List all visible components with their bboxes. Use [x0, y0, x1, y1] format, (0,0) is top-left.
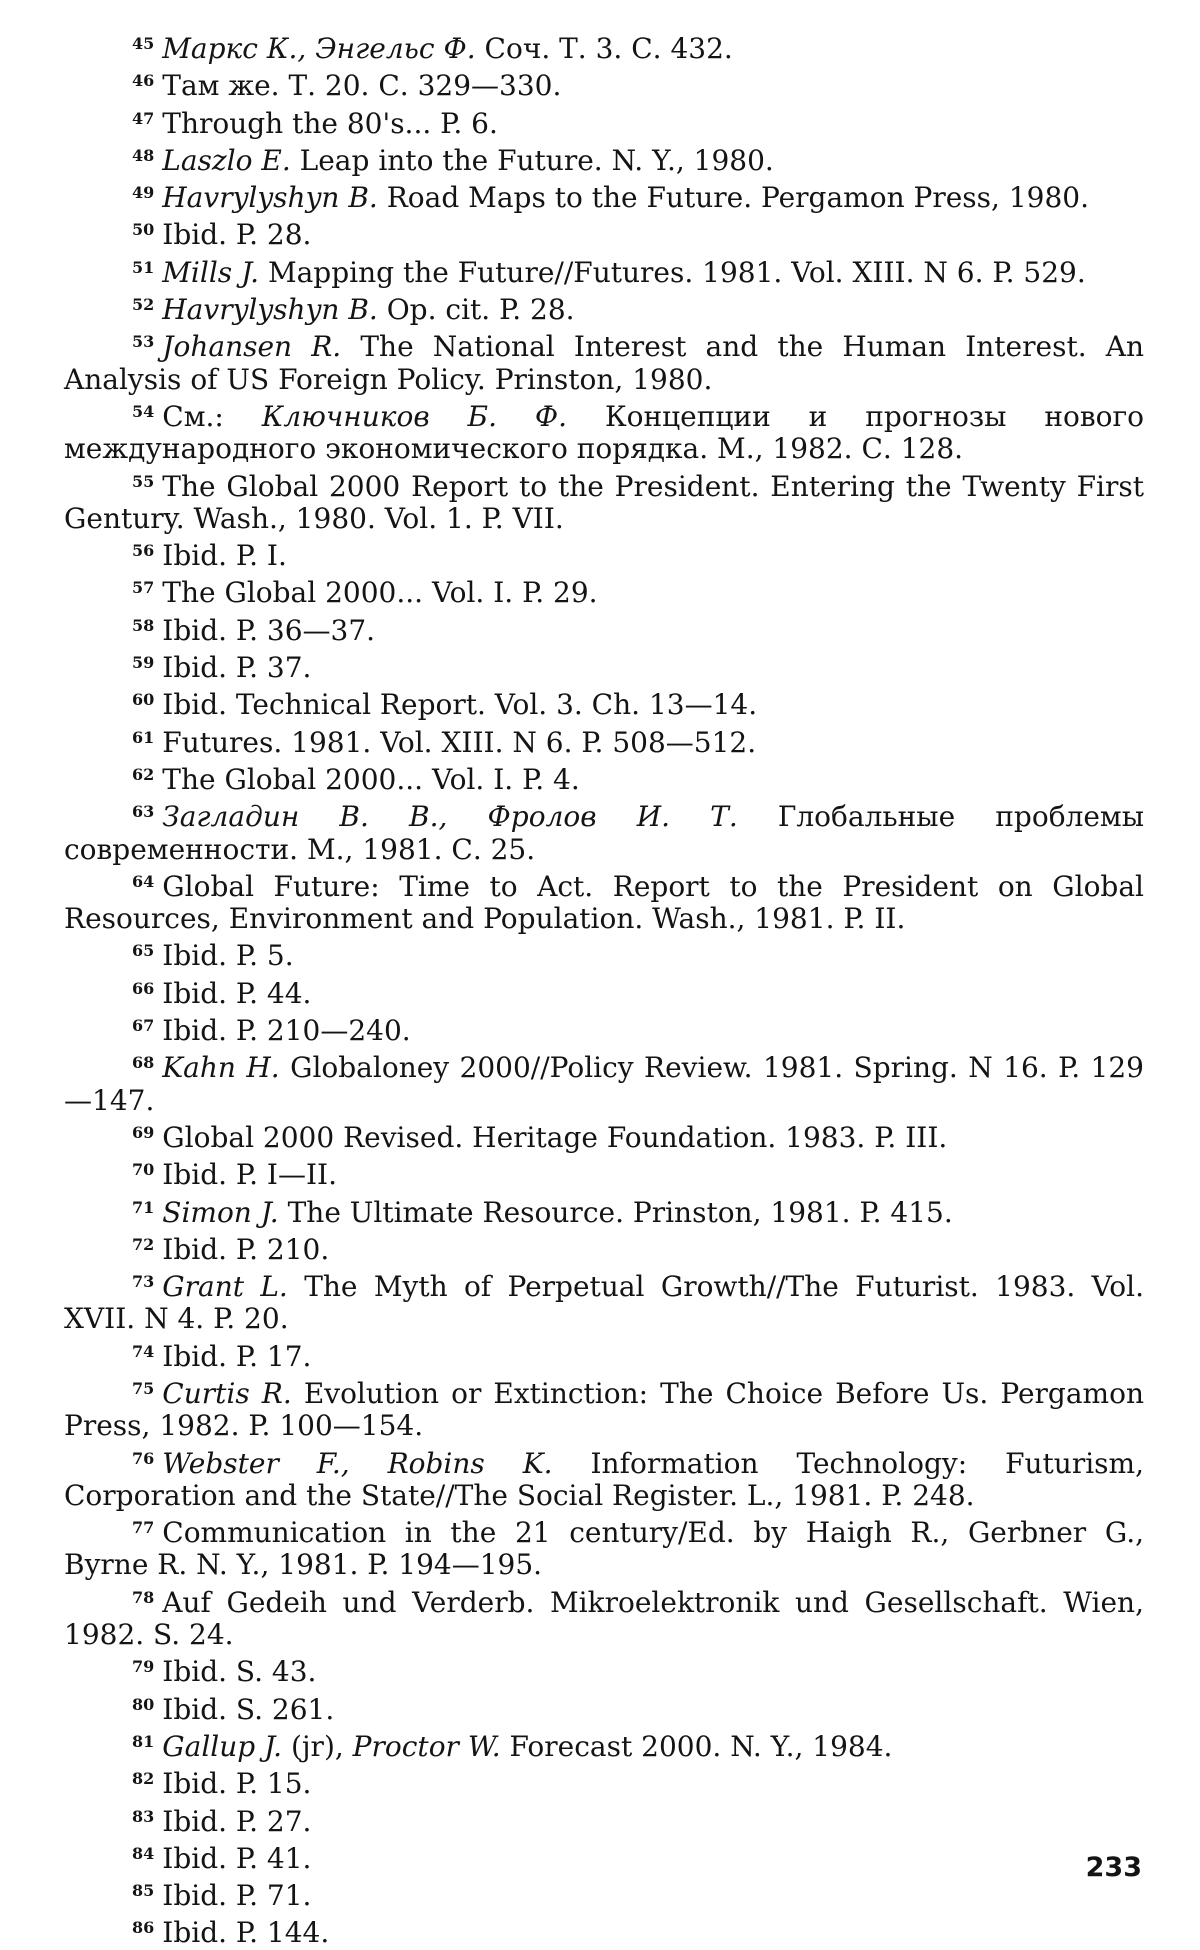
footnote-number: 69 [132, 1122, 155, 1142]
footnote-55 [64, 466, 1144, 536]
footnote-text: См.: Ключников Б. Ф. Концепции и прогнозы нового международного экономического порядка. М., 1982. С. 128. [64, 399, 1144, 466]
footnote-75 [64, 1373, 1144, 1443]
footnote-72 [64, 1229, 1144, 1266]
footnote-45 [64, 28, 1144, 65]
footnote-59 [64, 647, 1144, 684]
footnote-number: 67 [132, 1016, 155, 1036]
footnote-number: 75 [132, 1378, 155, 1398]
footnote-text: The Global 2000... Vol. I. P. 29. [162, 576, 598, 610]
footnote-number: 48 [132, 145, 155, 165]
footnote-66 [64, 973, 1144, 1010]
footnote-number: 62 [132, 764, 155, 784]
footnote-number: 46 [132, 71, 155, 91]
footnote-text: Ibid. P. 5. [162, 939, 294, 973]
footnote-73 [64, 1266, 1144, 1336]
footnote-text: The Myth of Perpetual Growth//The Futurist. 1983. Vol. XVII. N 4. P. 20. [64, 1270, 1145, 1336]
footnote-text: The Global 2000... Vol. I. P. 4. [162, 762, 580, 796]
footnote-text: Auf Gedeih und Verderb. Mikroelektronik und Gesellschaft. Wien, 1982. S. 24. [64, 1585, 1144, 1652]
footnote-number: 74 [132, 1341, 155, 1361]
footnote-number: 85 [132, 1881, 155, 1901]
footnote-number: 47 [132, 108, 155, 128]
footnote-number: 52 [132, 295, 155, 315]
footnote-author: Загладин В. В., Фролов И. Т. [162, 800, 738, 834]
footnote-83 [64, 1801, 1144, 1838]
footnote-number: 81 [132, 1731, 155, 1751]
footnote-number: 68 [132, 1053, 155, 1073]
footnote-text: Ibid. S. 261. [162, 1692, 335, 1726]
footnote-56 [64, 535, 1144, 572]
footnote-author: Havrylyshyn B. [162, 293, 378, 327]
footnote-number: 83 [132, 1806, 155, 1826]
footnote-text: The Global 2000 Report to the President. Entering the Twenty First Gentury. Wash., 1980. Vol. 1. P. VII. [64, 469, 1144, 535]
footnote-text: Там же. Т. 20. С. 329—330. [162, 69, 562, 103]
footnote-number: 66 [132, 978, 155, 998]
footnote-number: 70 [132, 1160, 155, 1180]
footnote-author: Simon J. [162, 1195, 279, 1229]
footnote-67 [64, 1010, 1144, 1047]
footnote-number: 50 [132, 220, 155, 240]
footnote-47 [64, 103, 1144, 140]
footnote-author: Kahn H. [162, 1051, 280, 1085]
footnote-number: 79 [132, 1657, 155, 1677]
footnote-text: Ibid. P. 144. [162, 1916, 330, 1950]
footnote-80 [64, 1689, 1144, 1726]
footnote-86 [64, 1912, 1144, 1949]
footnote-text: Gallup J. (jr), Proctor W. Forecast 2000. N. Y., 1984. [162, 1729, 893, 1763]
footnote-57 [64, 572, 1144, 609]
footnote-number: 64 [132, 871, 155, 891]
footnote-54 [64, 396, 1144, 466]
footnote-text: Ibid. P. 15. [162, 1767, 312, 1801]
footnote-text: Ibid. P. I—II. [162, 1158, 337, 1192]
footnote-70 [64, 1154, 1144, 1191]
footnote-text: Road Maps to the Future. Pergamon Press, 1980. [386, 181, 1089, 215]
footnote-number: 54 [132, 401, 155, 421]
footnote-text: Ibid. P. 17. [162, 1339, 312, 1373]
footnote-number: 73 [132, 1272, 155, 1292]
footnote-number: 59 [132, 653, 155, 673]
footnote-84 [64, 1838, 1144, 1875]
page-number: 233 [1085, 1852, 1142, 1883]
footnote-62 [64, 759, 1144, 796]
footnote-text: Information Technology: Futurism, Corporation and the State//The Social Register. L., 1981. P. 248. [64, 1446, 1144, 1512]
footnote-number: 65 [132, 941, 155, 961]
footnote-number: 60 [132, 690, 155, 710]
footnote-text: Ibid. S. 43. [162, 1655, 317, 1689]
footnote-number: 77 [132, 1518, 155, 1538]
footnote-49 [64, 177, 1144, 214]
footnote-51 [64, 252, 1144, 289]
footnote-85 [64, 1875, 1144, 1912]
footnote-author: Grant L. [162, 1270, 288, 1304]
footnote-77 [64, 1512, 1144, 1582]
footnote-text: Mapping the Future//Futures. 1981. Vol. XIII. N 6. P. 529. [267, 255, 1086, 289]
footnote-69 [64, 1117, 1144, 1154]
footnote-number: 55 [132, 471, 155, 491]
footnote-number: 84 [132, 1843, 155, 1863]
footnote-number: 56 [132, 541, 155, 561]
footnote-text: Глобальные проблемы современности. М., 1981. С. 25. [64, 800, 1144, 866]
footnote-number: 57 [132, 578, 155, 598]
footnote-61 [64, 722, 1144, 759]
footnote-number: 45 [132, 34, 155, 53]
footnote-74 [64, 1336, 1144, 1373]
footnote-text: Ibid. Technical Report. Vol. 3. Ch. 13—14. [162, 688, 758, 722]
footnote-50 [64, 214, 1144, 251]
footnote-text: Соч. Т. 3. С. 432. [484, 32, 733, 65]
footnote-number: 49 [132, 183, 155, 203]
footnote-number: 86 [132, 1918, 155, 1938]
footnote-58 [64, 610, 1144, 647]
footnote-number: 53 [132, 332, 155, 352]
footnote-author: Curtis R. [162, 1376, 292, 1410]
footnote-text: Ibid. P. 210—240. [162, 1014, 411, 1048]
footnote-78 [64, 1582, 1144, 1652]
footnote-text: Op. cit. P. 28. [386, 293, 575, 327]
footnote-number: 58 [132, 615, 155, 635]
footnote-author: Маркс К., Энгельс Ф. [162, 32, 476, 65]
footnote-text: Ibid. P. 44. [162, 976, 312, 1010]
footnote-text: Futures. 1981. Vol. XIII. N 6. P. 508—512. [162, 725, 757, 759]
footnote-53 [64, 326, 1144, 396]
footnote-text: Ibid. P. 37. [162, 651, 312, 685]
footnote-46 [64, 65, 1144, 102]
footnote-text: Global 2000 Revised. Heritage Foundation. 1983. P. III. [162, 1120, 948, 1154]
footnote-71 [64, 1192, 1144, 1229]
footnote-number: 51 [132, 257, 155, 277]
footnote-text: Ibid. P. 71. [162, 1879, 312, 1913]
footnote-text: Global Future: Time to Act. Report to the President on Global Resources, Environment and Population. Wash., 1981. P. II. [64, 869, 1144, 936]
footnote-text: Through the 80's... P. 6. [162, 106, 498, 140]
footnote-author: Johansen R. [162, 330, 342, 364]
footnote-48 [64, 140, 1144, 177]
footnote-82 [64, 1763, 1144, 1800]
footnote-number: 80 [132, 1694, 155, 1714]
footnote-number: 71 [132, 1197, 155, 1217]
footnote-text: Ibid. P. I. [162, 539, 287, 573]
footnote-text: Evolution or Extinction: The Choice Before Us. Pergamon Press, 1982. P. 100—154. [64, 1376, 1144, 1443]
footnote-number: 76 [132, 1448, 155, 1468]
footnote-65 [64, 935, 1144, 972]
footnote-text: Ibid. P. 28. [162, 218, 312, 252]
footnote-number: 63 [132, 802, 155, 822]
footnotes-list [64, 28, 1144, 1950]
footnote-author: Webster F., Robins K. [162, 1446, 553, 1480]
footnote-text: Ibid. P. 27. [162, 1804, 312, 1838]
footnote-79 [64, 1651, 1144, 1688]
footnote-text: Ibid. P. 36—37. [162, 613, 376, 647]
footnote-81 [64, 1726, 1144, 1763]
footnote-64 [64, 866, 1144, 936]
footnote-76 [64, 1443, 1144, 1513]
footnote-text: Globaloney 2000//Policy Review. 1981. Spring. N 16. P. 129—147. [64, 1051, 1144, 1117]
footnote-number: 78 [132, 1587, 155, 1607]
footnote-60 [64, 684, 1144, 721]
footnote-author: Laszlo E. [162, 143, 291, 177]
footnote-text: Ibid. P. 41. [162, 1841, 312, 1875]
footnote-text: The National Interest and the Human Interest. An Analysis of US Foreign Policy. Prinston, 1980. [64, 330, 1144, 396]
footnote-text: The Ultimate Resource. Prinston, 1981. P. 415. [287, 1195, 953, 1229]
footnote-author: Havrylyshyn B. [162, 181, 378, 215]
footnote-number: 72 [132, 1234, 155, 1254]
footnote-text: Ibid. P. 210. [162, 1232, 330, 1266]
footnote-text: Leap into the Future. N. Y., 1980. [299, 143, 774, 177]
footnote-number: 61 [132, 727, 155, 747]
footnote-number: 82 [132, 1769, 155, 1789]
footnote-63 [64, 796, 1144, 866]
footnote-text: Communication in the 21 century/Ed. by Haigh R., Gerbner G., Byrne R. N. Y., 1981. P. 194—195. [64, 1516, 1144, 1582]
footnote-68 [64, 1047, 1144, 1117]
footnote-author: Mills J. [162, 255, 260, 289]
footnote-52 [64, 289, 1144, 326]
